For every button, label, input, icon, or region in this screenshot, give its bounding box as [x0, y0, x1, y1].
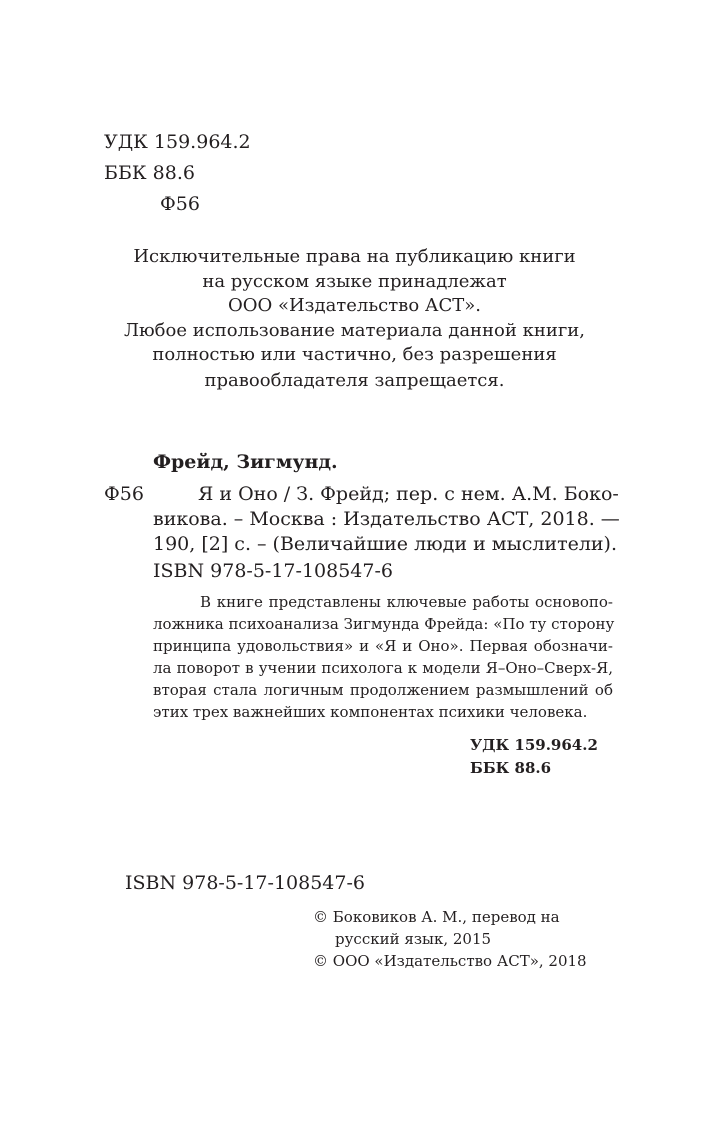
rights-line: ООО «Издательство АСТ». [227, 295, 482, 316]
rights-line: Исключительные права на публикацию книги [133, 246, 576, 267]
isbn-bottom: ISBN 978-5-17-108547-6 [125, 872, 365, 894]
author-heading: Фрейд, Зигмунд. [153, 451, 338, 473]
description-line: 190, [2] с. – (Величайшие люди и мыслители). [153, 533, 618, 555]
card-udk: УДК 159.964.2 [470, 736, 598, 754]
description-line: викова. – Москва : Издательство АСТ, 2018. — [153, 508, 620, 530]
copyright-line: © Боковиков А. М., перевод на [313, 908, 560, 926]
udk-code: УДК 159.964.2 [104, 131, 251, 153]
card-bbk: ББК 88.6 [470, 759, 552, 777]
rights-line: правообладателя запрещается. [204, 370, 505, 391]
bbk-code: ББК 88.6 [104, 162, 195, 184]
card-author-mark: Ф56 [104, 483, 144, 505]
abstract-line: вторая стала логичным продолжением размышлений об [153, 681, 613, 699]
abstract-line: этих трех важнейших компонентах психики человека. [153, 703, 588, 721]
copyright-line: русский язык, 2015 [335, 930, 492, 948]
isbn: ISBN 978-5-17-108547-6 [153, 560, 393, 582]
author-mark: Ф56 [160, 193, 200, 215]
abstract-line: ложника психоанализа Зигмунда Фрейда: «По ту сторону [153, 615, 615, 633]
rights-line: Любое использование материала данной книги, [123, 320, 585, 341]
description-line: Я и Оно / З. Фрейд; пер. с нем. А.М. Боко- [198, 483, 619, 505]
abstract-line: ла поворот в учении психолога к модели Я–Оно–Сверх-Я, [153, 659, 613, 677]
rights-line: полностью или частично, без разрешения [152, 344, 557, 365]
abstract-line: В книге представлены ключевые работы основопо- [200, 593, 613, 611]
abstract-line: принципа удовольствия» и «Я и Оно». Первая обозначи- [153, 637, 613, 655]
rights-line: на русском языке принадлежат [202, 271, 507, 292]
copyright-line: © ООО «Издательство АСТ», 2018 [313, 952, 587, 970]
